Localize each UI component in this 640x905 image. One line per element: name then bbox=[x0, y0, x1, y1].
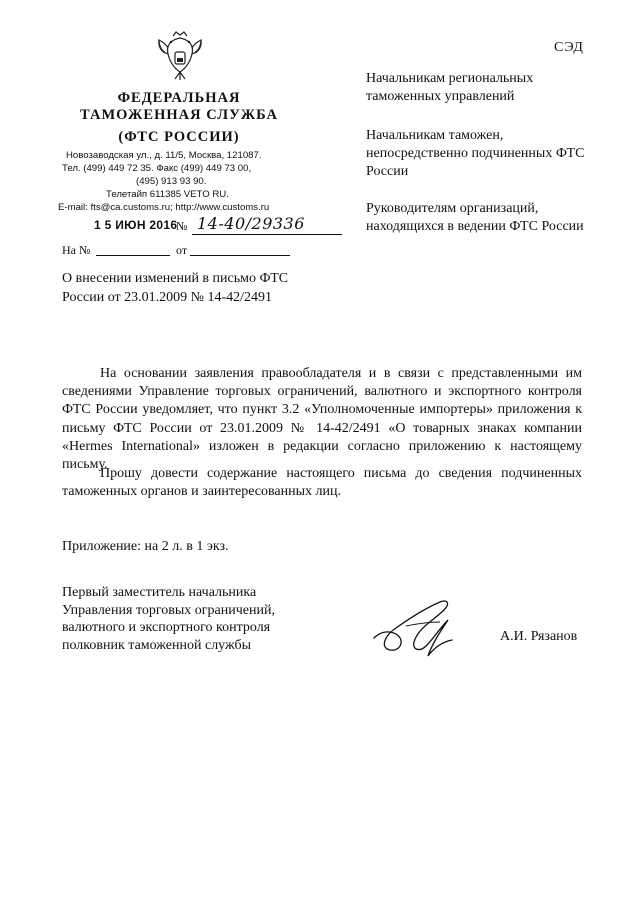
registration-row bbox=[62, 214, 362, 238]
contact-address: Новозаводская ул., д. 11/5, Москва, 121087. bbox=[66, 150, 262, 161]
reference-number-line bbox=[96, 255, 170, 256]
contact-phone: Тел. (499) 449 72 35. Факс (499) 449 73 00, bbox=[62, 163, 252, 175]
addressee-regional: Начальникам региональных таможенных управлений bbox=[366, 71, 534, 104]
registration-number: 14-40/29336 bbox=[197, 214, 305, 233]
signer-position bbox=[62, 584, 362, 654]
registration-underline bbox=[192, 234, 342, 235]
reference-date-line bbox=[190, 255, 290, 256]
body-paragraph-2: Прошу довести содержание настоящего письма до сведения подчиненных таможенных органов и заинтересованных лиц. bbox=[62, 466, 582, 500]
contact-email: E-mail: fts@ca.customs.ru; http://www.customs.ru bbox=[58, 202, 270, 214]
registration-date: 1 5 ИЮН 2016 bbox=[94, 218, 178, 232]
contacts-block bbox=[58, 149, 308, 214]
signer-position-line: полковник таможенной службы bbox=[62, 637, 252, 653]
body-paragraph-1: На основании заявления правообладателя и в связи с представленными им сведениями Управление торговых ограничений, валютного и экспортного контроля ФТС России уведомляет, что пункт 3.2 «Уполномоченные импортеры» приложения к письму ФТС России от 23.01.2009 № 14-42/2491 «О товарных знаках компании «Hermes International» изложен в редакции согласно приложению к настоящему письму. bbox=[62, 366, 582, 473]
org-abbr: (ФТС РОССИИ) bbox=[118, 129, 240, 145]
handwritten-signature bbox=[366, 596, 476, 658]
signer-position-line: валютного и экспортного контроля bbox=[62, 620, 271, 636]
org-name-line2: ТАМОЖЕННАЯ СЛУЖБА bbox=[80, 107, 278, 123]
org-name-line1: ФЕДЕРАЛЬНАЯ bbox=[117, 90, 241, 106]
reference-ot-label: от bbox=[176, 243, 188, 257]
reference-row bbox=[62, 239, 292, 259]
attachment-note: Приложение: на 2 л. в 1 экз. bbox=[62, 539, 229, 554]
signer-position-line: Управления торговых ограничений, bbox=[62, 602, 275, 618]
corner-mark: СЭД bbox=[554, 40, 584, 55]
letter-subject: О внесении изменений в письмо ФТС России от 23.01.2009 № 14-42/2491 bbox=[62, 271, 289, 305]
addressee-organizations: Руководителям организаций, находящихся в ведении ФТС России bbox=[366, 201, 584, 234]
double-headed-eagle-icon bbox=[157, 30, 203, 82]
signer-name: А.И. Рязанов bbox=[500, 629, 578, 644]
addressee-customs: Начальникам таможен, непосредственно подчиненных ФТС России bbox=[366, 128, 585, 179]
signer-position-line: Первый заместитель начальника bbox=[62, 585, 257, 600]
contact-phone2: (495) 913 93 90. bbox=[136, 176, 207, 188]
reference-na-label: На № bbox=[62, 243, 91, 257]
registration-number-label: № bbox=[176, 219, 188, 233]
contact-teletype: Телетайп 611385 VETO RU. bbox=[106, 189, 229, 201]
